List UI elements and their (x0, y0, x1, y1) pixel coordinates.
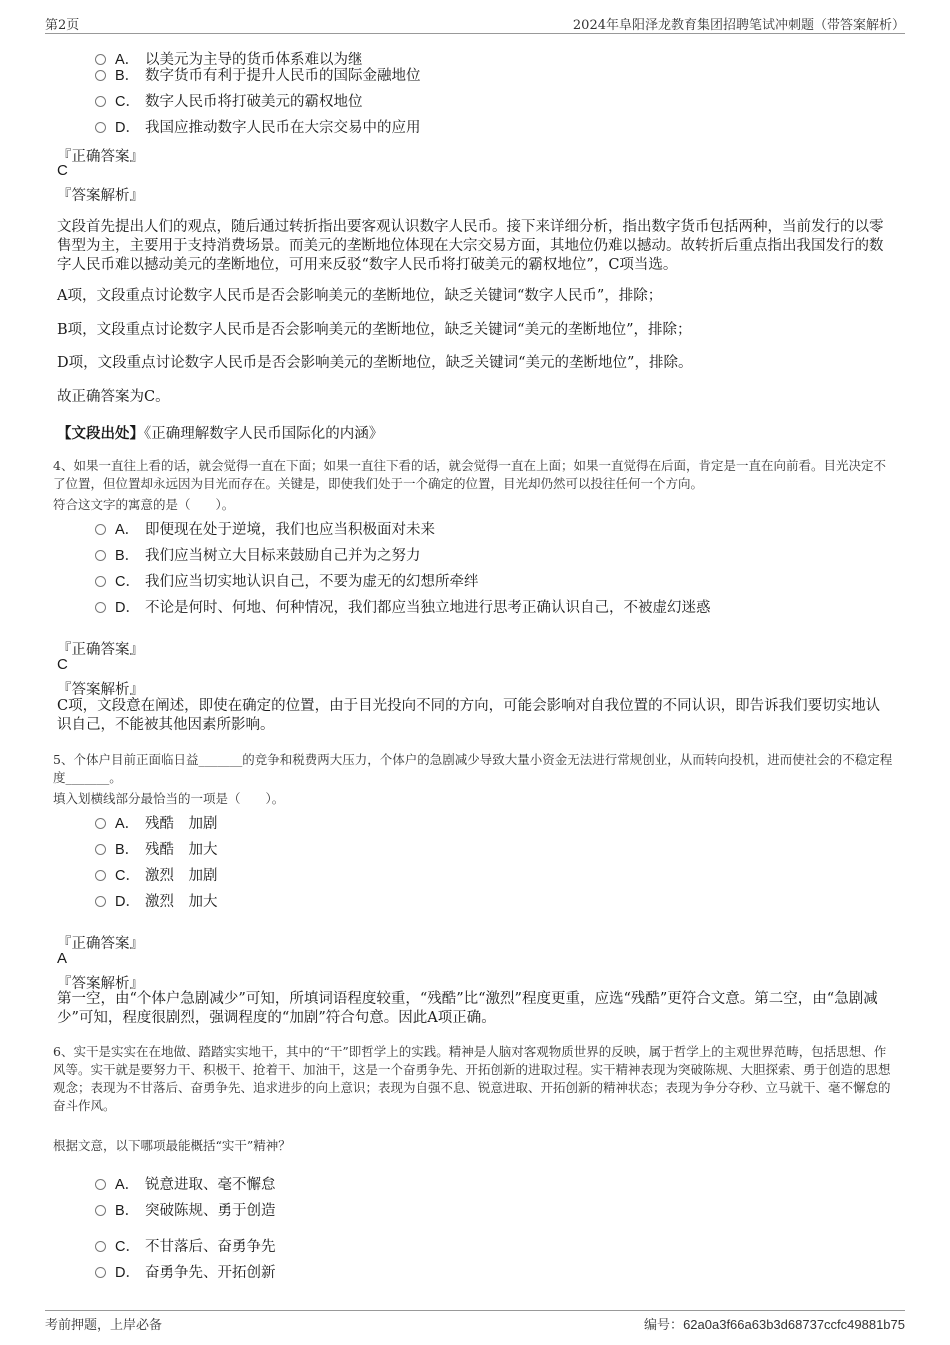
q5-analysis: 第一空，由“个体户急剧减少”可知，所填词语程度较重，“残酷”比“激烈”程度更重，应选“残酷”更符合文意。第二空，由“急剧减少”可知，程度很剧烈，强调程度的“加剧”符合句意。因此A项正确。 (57, 991, 878, 1026)
q4-analysis: C项，文段意在阐述，即使在确定的位置，由于目光投向不同的方向，可能会影响对自我位置的不同认识，即告诉我们要切实地认识自己，不能被其他因素所影响。 (57, 698, 881, 733)
q5-answer: A (57, 950, 68, 967)
q3-analysis-d: D项，文段重点讨论数字人民币是否会影响美元的垄断地位，缺乏关键词“美元的垄断地位”，排除。 (57, 355, 693, 371)
footer-code: 编号：62a0a3f66a63b3d68737ccfc49881b75 (644, 1317, 905, 1333)
q5-option-d[interactable]: D． 激烈 加大 (95, 890, 218, 911)
q3-analysis-a: A项，文段重点讨论数字人民币是否会影响美元的垄断地位，缺乏关键词“数字人民币”，排除； (57, 288, 663, 304)
radio-icon[interactable] (95, 844, 106, 855)
q4-analysis-label: 『答案解析』 (57, 682, 144, 698)
header-divider (45, 33, 905, 34)
q6-option-d[interactable]: D． 奋勇争先、开拓创新 (95, 1261, 276, 1282)
radio-icon[interactable] (95, 1241, 106, 1252)
q3-option-a[interactable]: A． 以美元为主导的货币体系难以为继 (95, 48, 363, 69)
q3-analysis-main: 文段首先提出人们的观点，随后通过转折指出要客观认识数字人民币。接下来详细分析，指出数字货币包括两种，当前发行的以零售型为主，主要用于支持消费场景。而美元的垄断地位体现在大宗交易方面，其地位仍难以撼动。故转折后重点指出我国发行的数字人民币难以撼动美元的垄断地位，可用来反驳“数字人民币将打破美元的霸权地位”，C项当选。 (57, 219, 884, 273)
radio-icon[interactable] (95, 70, 106, 81)
q4-stem: 4、如果一直往上看的话，就会觉得一直在下面；如果一直往下看的话，就会觉得一直在上面；如果一直觉得在后面，肯定是一直在向前看。目光决定不了位置，但位置却永远因为目光而存在。关键是，即使我们处于一个确定的位置，目光却仍然可以投往任何一个方向。 (53, 458, 886, 491)
radio-icon[interactable] (95, 818, 106, 829)
q5-prompt: 填入划横线部分最恰当的一项是（ ）。 (53, 791, 285, 806)
q5-option-c[interactable]: C． 激烈 加剧 (95, 864, 218, 885)
q5-option-a[interactable]: A． 残酷 加剧 (95, 812, 218, 833)
q4-option-d[interactable]: D． 不论是何时、何地、何种情况，我们都应当独立地进行思考正确认识自己，不被虚幻迷惑 (95, 596, 711, 617)
q3-source: 【文段出处】《正确理解数字人民币国际化的内涵》 (57, 425, 384, 442)
q5-answer-label: 『正确答案』 (57, 936, 144, 952)
q5-stem: 5、个体户目前正面临日益_______的竞争和税费两大压力，个体户的急剧减少导致大量小资金无法进行常规创业，从而转向投机，进而使社会的不稳定程度_______。 (53, 752, 893, 785)
radio-icon[interactable] (95, 576, 106, 587)
q3-option-b[interactable]: B． 数字货币有利于提升人民币的国际金融地位 (95, 64, 421, 85)
radio-icon[interactable] (95, 550, 106, 561)
q6-option-a[interactable]: A． 锐意进取、毫不懈怠 (95, 1173, 276, 1194)
radio-icon[interactable] (95, 896, 106, 907)
radio-icon[interactable] (95, 1267, 106, 1278)
q3-answer-label: 『正确答案』 (57, 149, 144, 165)
radio-icon[interactable] (95, 96, 106, 107)
q3-answer: C (57, 162, 68, 179)
radio-icon[interactable] (95, 1205, 106, 1216)
radio-icon[interactable] (95, 602, 106, 613)
q4-prompt: 符合这文字的寓意的是（ ）。 (53, 497, 235, 512)
q3-option-c[interactable]: C． 数字人民币将打破美元的霸权地位 (95, 90, 363, 111)
q4-option-b[interactable]: B． 我们应当树立大目标来鼓励自己并为之努力 (95, 544, 421, 565)
footer-divider (45, 1310, 905, 1311)
q6-prompt: 根据文意，以下哪项最能概括“实干”精神？ (53, 1138, 291, 1153)
q5-option-b[interactable]: B． 残酷 加大 (95, 838, 218, 859)
q3-option-d[interactable]: D． 我国应推动数字人民币在大宗交易中的应用 (95, 116, 421, 137)
radio-icon[interactable] (95, 1179, 106, 1190)
q3-analysis-label: 『答案解析』 (57, 188, 144, 204)
q4-answer-label: 『正确答案』 (57, 642, 144, 658)
q4-answer: C (57, 656, 68, 673)
q4-option-a[interactable]: A． 即便现在处于逆境，我们也应当积极面对未来 (95, 518, 435, 539)
page-number: 第2页 (45, 18, 80, 33)
q3-analysis-b: B项，文段重点讨论数字人民币是否会影响美元的垄断地位，缺乏关键词“美元的垄断地位”，排除； (57, 322, 692, 338)
q6-option-c[interactable]: C． 不甘落后、奋勇争先 (95, 1235, 276, 1256)
q6-stem: 6、实干是实实在在地做、踏踏实实地干，其中的“干”即哲学上的实践。精神是人脑对客观物质世界的反映，属于哲学上的主观世界范畴，包括思想、作风等。实干就是要努力干、积极干、抢着干、加油干，这是一个奋勇争先、开拓创新的进取过程。实干精神表现为突破陈规、大胆探索、勇于创造的思想观念；表现为不甘落后、奋勇争先、追求进步的向上意识；表现为自强不息、锐意进取、开拓创新的精神状态；表现为争分夺秒、立马就干、毫不懈怠的奋斗作风。 (53, 1044, 891, 1113)
radio-icon[interactable] (95, 122, 106, 133)
radio-icon[interactable] (95, 524, 106, 535)
radio-icon[interactable] (95, 870, 106, 881)
footer-slogan: 考前押题，上岸必备 (45, 1318, 163, 1333)
q3-conclusion: 故正确答案为C。 (57, 389, 170, 405)
document-title: 2024年阜阳泽龙教育集团招聘笔试冲刺题（带答案解析） (572, 18, 905, 33)
q5-analysis-label: 『答案解析』 (57, 976, 144, 992)
q6-option-b[interactable]: B． 突破陈规、勇于创造 (95, 1199, 276, 1220)
q4-option-c[interactable]: C． 我们应当切实地认识自己，不要为虚无的幻想所牵绊 (95, 570, 479, 591)
